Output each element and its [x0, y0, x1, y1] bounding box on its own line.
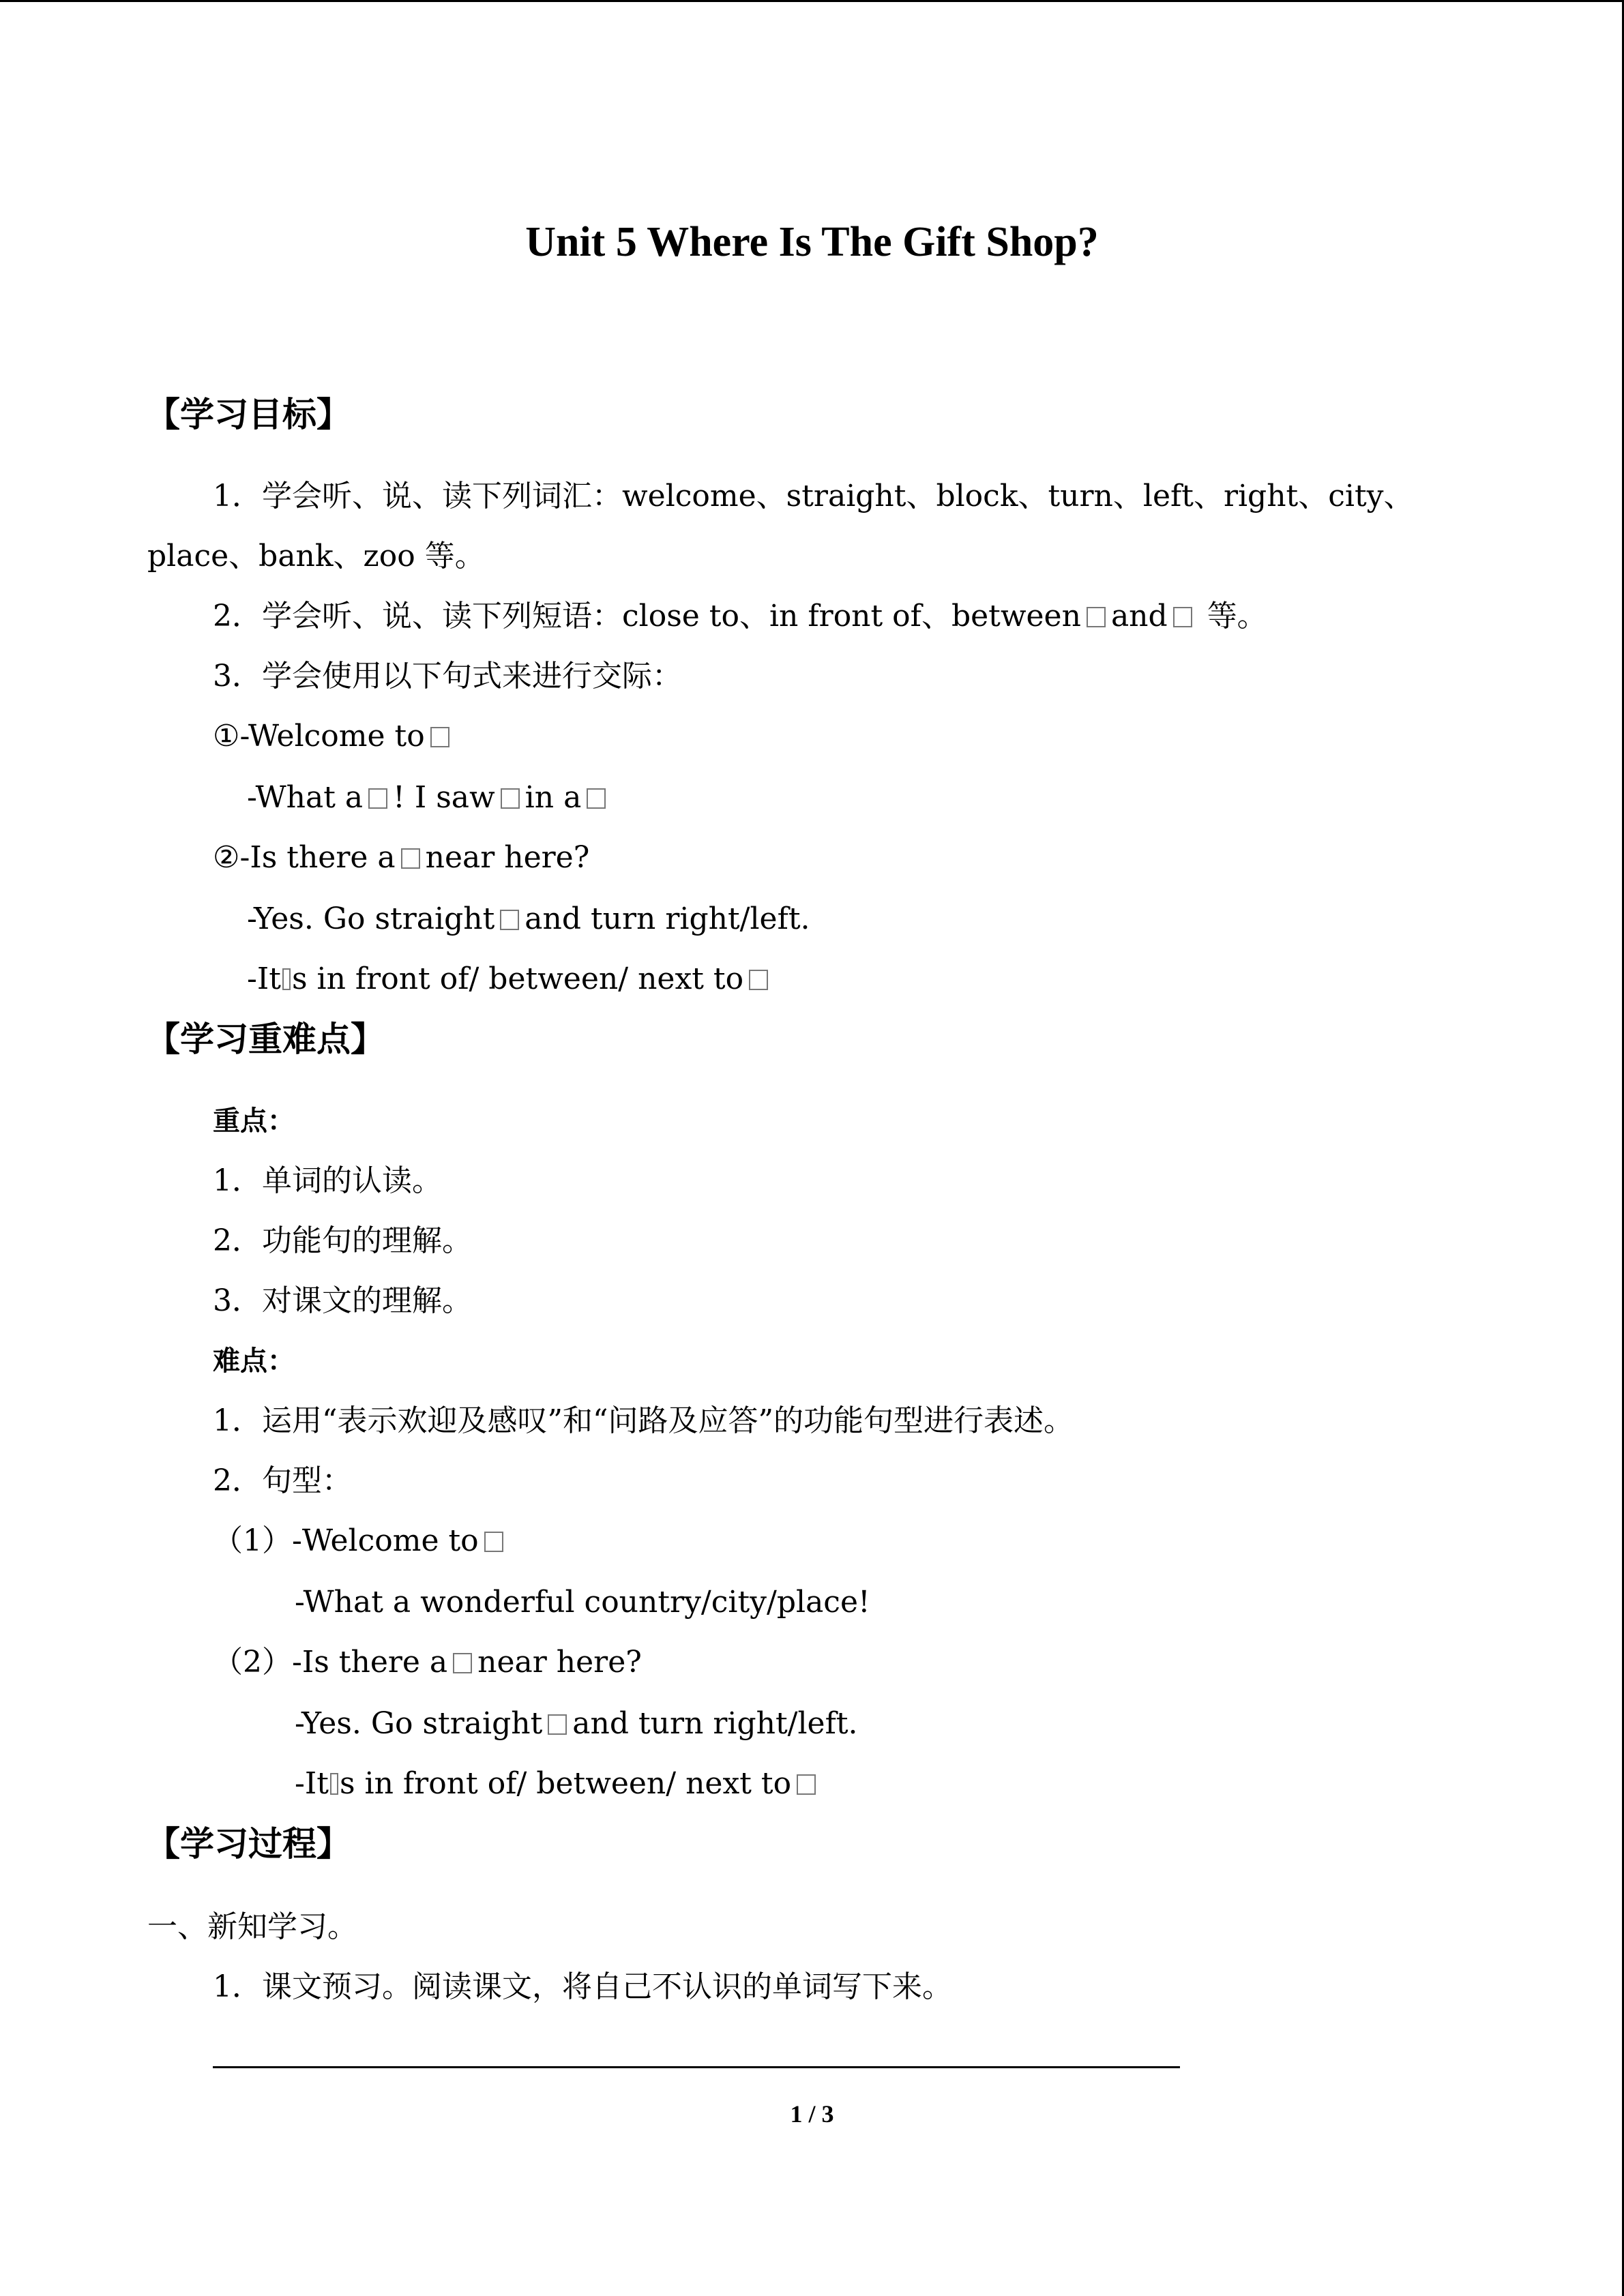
- focus-label: 重点：: [213, 1105, 295, 1137]
- pattern-1-welcome: [213, 716, 455, 757]
- pattern-1-resp-c: in a: [525, 780, 582, 815]
- focus-3: 3．对课文的理解。: [213, 1283, 472, 1318]
- apostrophe-box: [282, 968, 291, 990]
- pattern-2-answer-1: [247, 899, 810, 940]
- objective-2-and: and: [1110, 599, 1168, 633]
- blank-box: [749, 970, 768, 990]
- blank-box: [401, 848, 420, 869]
- blank-box: [500, 910, 519, 930]
- process-item-1: 1．课文预习。阅读课文，将自己不认识的单词写下来。: [213, 1969, 952, 2004]
- blank-box: [453, 1653, 472, 1673]
- pattern-2-question: [213, 837, 589, 878]
- objective-1-line-2: place、bank、zoo 等。: [147, 539, 485, 573]
- sentence-2-question: [213, 1642, 642, 1683]
- pattern-1-response: [247, 777, 611, 818]
- difficulty-label: 难点：: [213, 1345, 295, 1377]
- sentence-2-ans-c: -It: [295, 1766, 329, 1801]
- objective-2: [213, 596, 1267, 637]
- blank-box: [368, 788, 387, 809]
- top-border: [0, 0, 1624, 2]
- sentence-1-text: （1）-Welcome to: [213, 1523, 479, 1558]
- difficulty-1: 1．运用“表示欢迎及感叹”和“问路及应答”的功能句型进行表述。: [213, 1403, 1074, 1438]
- sentence-1-welcome: [213, 1521, 509, 1562]
- sentence-2-ans-a: -Yes. Go straight: [295, 1706, 543, 1741]
- focus-2: 2．功能句的理解。: [213, 1223, 472, 1258]
- pattern-1-text: ①-Welcome to: [213, 719, 425, 754]
- blank-box: [430, 727, 449, 747]
- apostrophe-box: [330, 1773, 338, 1795]
- pattern-2-ans-a: -Yes. Go straight: [247, 901, 495, 936]
- document-title: Unit 5 Where Is The Gift Shop?: [525, 219, 1099, 265]
- difficulty-2: 2．句型：: [213, 1463, 352, 1498]
- blank-box: [587, 788, 606, 809]
- pattern-1-resp-b: ! I saw: [393, 780, 495, 815]
- blank-box: [1173, 607, 1192, 627]
- sentence-2-answer-1: [295, 1703, 858, 1744]
- objective-2-end: 等。: [1207, 599, 1267, 633]
- blank-box: [797, 1774, 816, 1795]
- pattern-1-resp-a: -What a: [247, 780, 364, 815]
- sentence-2-q-b: near here?: [477, 1645, 642, 1680]
- pattern-2-q-b: near here?: [425, 840, 590, 875]
- sentence-2-answer-2: [295, 1763, 821, 1804]
- section-heading-objectives: 【学习目标】: [146, 395, 351, 434]
- pattern-2-answer-2: [247, 959, 773, 1000]
- objective-1-line-1: 1．学会听、说、读下列词汇：welcome、straight、block、turn、left、right、city、: [213, 479, 1414, 513]
- blank-box: [484, 1532, 503, 1552]
- sentence-2-ans-b: and turn right/left.: [572, 1706, 858, 1741]
- pattern-2-q-a: ②-Is there a: [213, 840, 396, 875]
- pattern-2-ans-d: s in front of/ between/ next to: [291, 961, 744, 996]
- section-heading-key-points: 【学习重难点】: [146, 1019, 385, 1059]
- footer-divider: [213, 2066, 1180, 2068]
- blank-box: [1087, 607, 1106, 627]
- process-part-1: 一、新知学习。: [147, 1909, 357, 1944]
- focus-1: 1．单词的认读。: [213, 1163, 442, 1198]
- section-heading-process: 【学习过程】: [146, 1824, 351, 1864]
- pattern-2-ans-b: and turn right/left.: [525, 901, 810, 936]
- blank-box: [548, 1714, 567, 1735]
- sentence-1-response: -What a wonderful country/city/place!: [295, 1585, 870, 1620]
- objective-2-text: 2．学会听、说、读下列短语：close to、in front of、between: [213, 599, 1081, 633]
- pattern-2-ans-c: -It: [247, 961, 281, 996]
- objective-3: 3．学会使用以下句式来进行交际：: [213, 659, 682, 694]
- sentence-2-q-a: （2）-Is there a: [213, 1645, 448, 1680]
- blank-box: [501, 788, 520, 809]
- page-number: 1 / 3: [790, 2100, 834, 2128]
- sentence-2-ans-d: s in front of/ between/ next to: [339, 1766, 792, 1801]
